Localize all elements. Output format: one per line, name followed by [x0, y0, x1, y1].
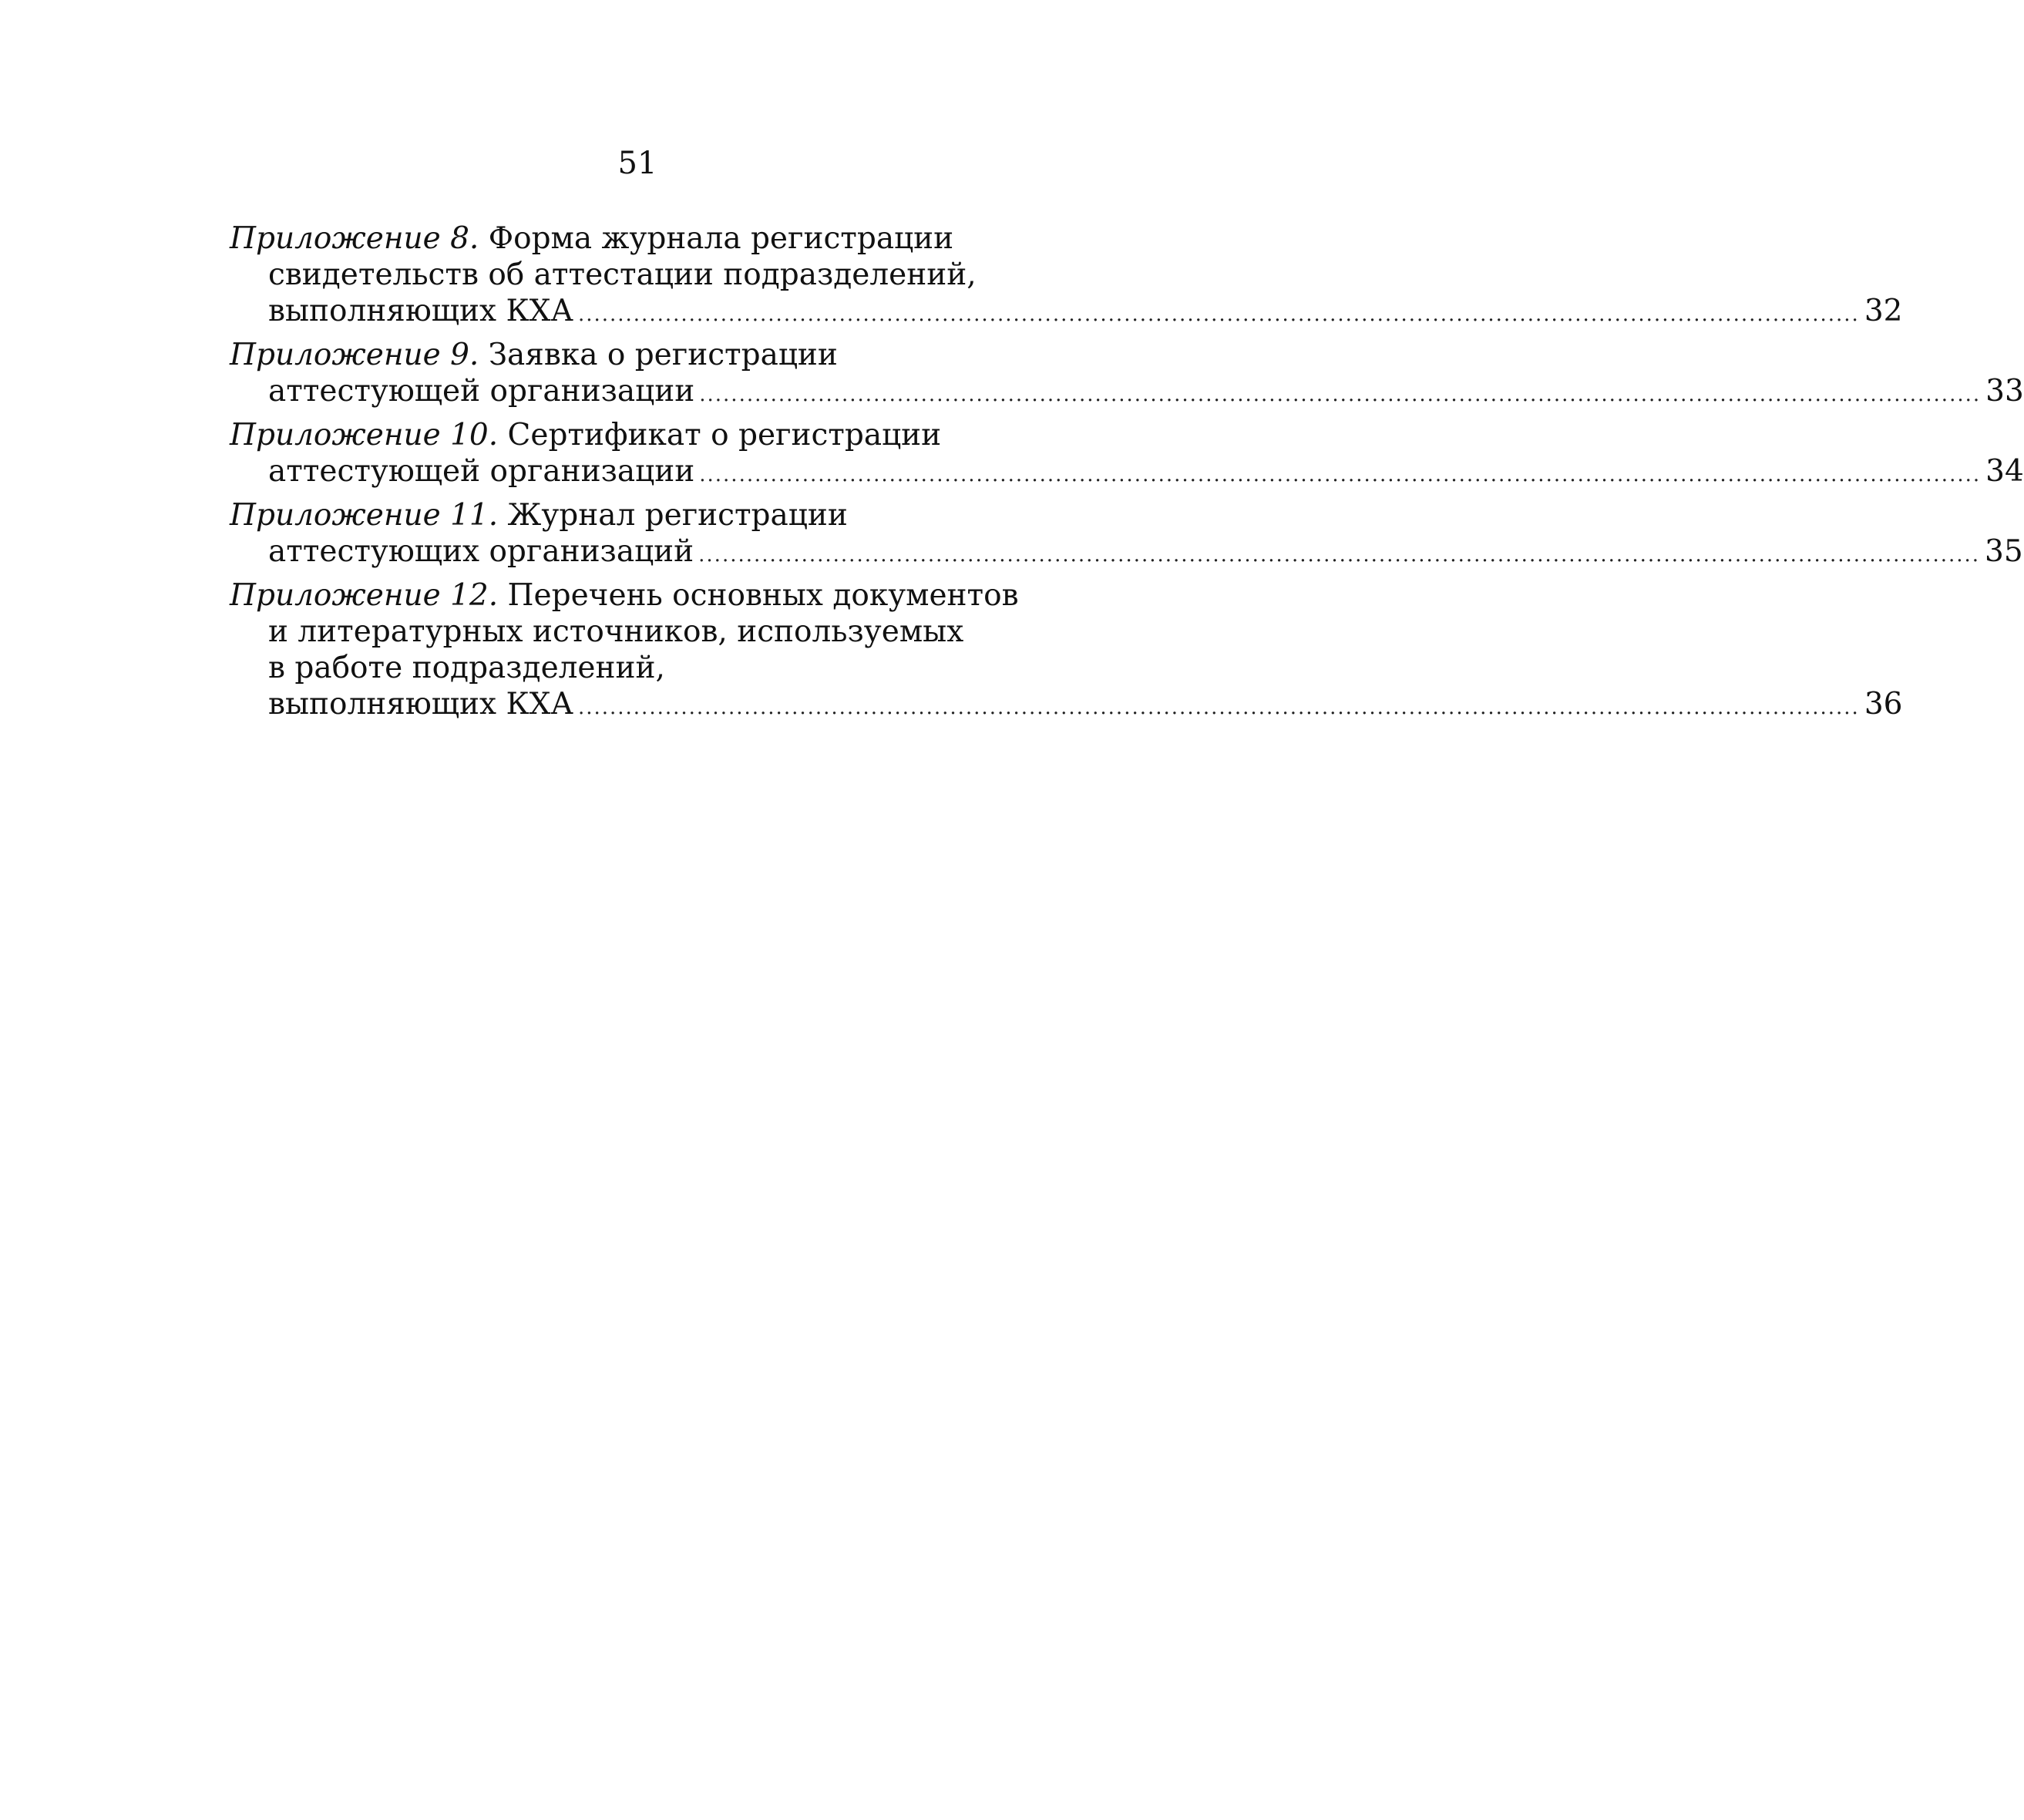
toc-entry-title-continuation: свидетельств об аттестации подразделений,	[268, 257, 977, 292]
toc-entry-title: Перечень основных документов	[498, 578, 1019, 613]
toc-entry-label: Приложение 10.	[230, 418, 499, 452]
dot-leader: ..................................................................................................................................................................	[577, 696, 1860, 719]
toc-entry-title: Заявка о регистрации	[479, 338, 838, 372]
toc-entry-appendix-8[interactable]	[230, 220, 1903, 329]
toc-page-number: 36	[1864, 687, 1903, 722]
toc-entry-title-continuation: выполняющих КХА	[268, 294, 573, 328]
dot-leader: ..................................................................................................................................................................	[577, 303, 1860, 326]
toc-page-number: 33	[1985, 374, 2024, 409]
dot-leader: ..................................................................................................................................................................	[699, 463, 1982, 486]
toc-entry-title-continuation: аттестующей организации	[268, 454, 695, 489]
toc-entry-label: Приложение 12.	[230, 578, 499, 613]
toc-entry-appendix-11[interactable]	[230, 497, 2023, 570]
toc-entry-appendix-9[interactable]	[230, 337, 2024, 409]
dot-leader: ..................................................................................................................................................................	[698, 543, 1981, 567]
toc-entry-title-continuation: аттестующих организаций	[268, 534, 694, 569]
toc-entry-title: Сертификат о регистрации	[498, 418, 942, 452]
toc-page-number: 32	[1864, 294, 1903, 328]
toc-entry-title-continuation: аттестующей организации	[268, 374, 695, 409]
toc-entry-title: Журнал регистрации	[498, 498, 848, 533]
dot-leader: ..................................................................................................................................................................	[699, 383, 1982, 406]
toc-entry-label: Приложение 11.	[230, 498, 499, 533]
table-of-contents	[230, 220, 2024, 730]
toc-entry-appendix-12[interactable]	[230, 577, 1903, 722]
toc-entry-title: Форма журнала регистрации	[479, 221, 954, 256]
page-number: 51	[617, 146, 657, 181]
toc-entry-title-continuation: выполняющих КХА	[268, 687, 573, 722]
toc-entry-label: Приложение 9.	[230, 338, 479, 372]
toc-entry-title-continuation: в работе подразделений,	[268, 651, 665, 685]
toc-page-number: 35	[1985, 534, 2023, 569]
toc-entry-title-continuation: и литературных источников, используемых	[268, 614, 964, 649]
toc-page-number: 34	[1985, 454, 2024, 489]
toc-entry-appendix-10[interactable]	[230, 417, 2024, 489]
toc-entry-label: Приложение 8.	[230, 221, 479, 256]
